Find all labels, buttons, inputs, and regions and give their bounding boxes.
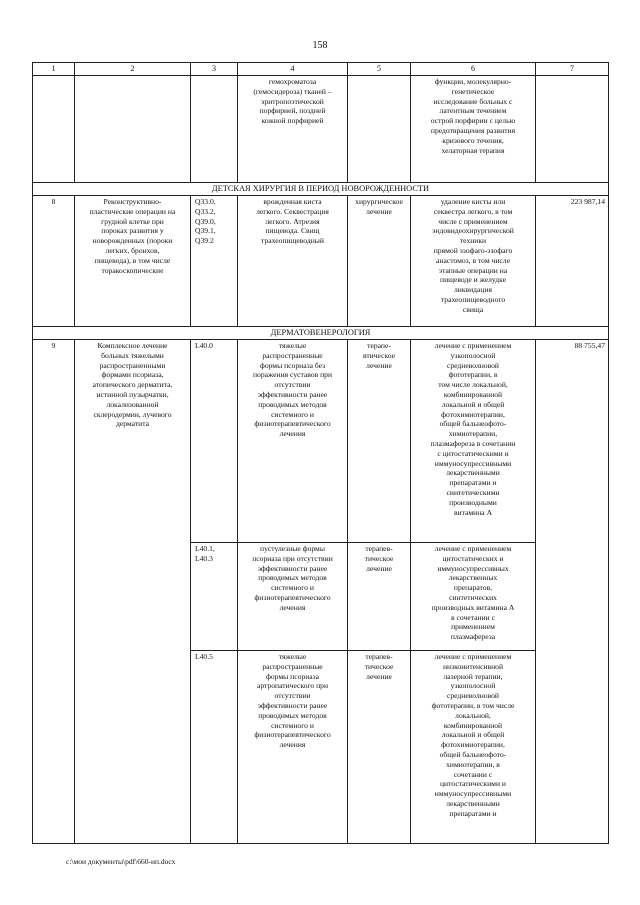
row-8-name: Реконструктивно- пластические операции на грудной клетке при пороках развития у новорожденных (пороки легких, бронхов, пищевода), в том числе торакоскопические bbox=[89, 197, 176, 275]
section-row-derm bbox=[33, 327, 609, 340]
section-row-pediatric bbox=[33, 183, 609, 196]
row-8-method: удаление кисты или секвестра легкого, в том числе с применением эндовидеохирургической техники прямой эзофаго-эзофаго анастомоз, в том числе этапные операции на пищеводе и желудке ликвидация трахеопищеводного свища bbox=[432, 197, 514, 314]
table-row-9-sub-1 bbox=[33, 340, 609, 543]
row-9-sub-2-method: лечение с применением цитостатических и иммуносупрессивных лекарственных препаратов, синтетических производных витамина А в сочетании с применением плазмафереза bbox=[431, 544, 515, 642]
document-path-footer: c:\мои документы\pdf\660-ип.docx bbox=[66, 857, 176, 866]
row-8-price: 223 987,14 bbox=[536, 196, 609, 327]
row-9-sub-3-method: лечение с применением низкоинтенсивной лазерной терапии, узкополосной средневолновой фототерапии, в том числе локальной, комбинированной локальной и общей фотохимиотерапии, общей бальнеофото- химиотерапии, в сочетании с цитостатическими и иммуносупрессивными лекарственными препаратами и bbox=[431, 652, 515, 818]
continuation-method: функции, молекулярно- генетическое исследование больных с латентным течением острой порфирии с целью предотвращения развития кризового течения, хелаторная терапия bbox=[430, 77, 516, 155]
row-9-sub-3-codes: L40.5 bbox=[195, 652, 213, 661]
services-table bbox=[32, 62, 609, 844]
header-col-2: 2 bbox=[75, 63, 191, 76]
header-col-1: 1 bbox=[33, 63, 75, 76]
row-9-price: 88 755,47 bbox=[536, 340, 609, 844]
row-9-sub-2-model: пустулезные формы псориаза при отсутствии эффективности ранее проводимых методов системного и физиотерапевтического лечения bbox=[252, 544, 333, 612]
row-9-sub-3-model: тяжелые распространенные формы псориаза артропатического при отсутствии эффективности ранее проводимых методов системного и физиотерапевтического лечения bbox=[254, 652, 331, 750]
page-number: 158 bbox=[312, 40, 328, 51]
row-8-type: хирургическое лечение bbox=[355, 197, 403, 216]
row-9-number: 9 bbox=[33, 340, 75, 844]
table-row-8 bbox=[33, 196, 609, 327]
header-col-3: 3 bbox=[191, 63, 238, 76]
row-8-number: 8 bbox=[33, 196, 75, 327]
table-row-continuation bbox=[33, 76, 609, 183]
continuation-model: гемохроматоза (гемосидероза) тканей – эритропоэтической порфирией, поздней кожной порфирией bbox=[253, 77, 332, 126]
header-col-5: 5 bbox=[348, 63, 411, 76]
row-9-sub-2-codes: L40.1, L40.3 bbox=[195, 544, 215, 563]
row-8-codes: Q33.0, Q33.2, Q39.0, Q39.1, Q39.2 bbox=[195, 197, 216, 246]
row-9-sub-1-type: терапе- втическое лечение bbox=[362, 341, 396, 370]
section-title-dermatovenereology: ДЕРМАТОВЕНЕРОЛОГИЯ bbox=[33, 327, 609, 340]
row-9-sub-1-codes: L40.0 bbox=[195, 341, 213, 350]
row-9-sub-1-method: лечение с применением узкополосной средневолновой фототерапии, в том числе локальной, комбинированной локальной и общей фотохимиотерапии, общей бальнеофото- химиотерапии, плазмафереза в сочетании с цитостатическими и иммуносупрессивными лекарственными препаратами и синтетическими производными витамина А bbox=[430, 341, 516, 517]
header-col-6: 6 bbox=[411, 63, 536, 76]
section-title-pediatric-surgery: ДЕТСКАЯ ХИРУРГИЯ В ПЕРИОД НОВОРОЖДЕННОСТИ bbox=[33, 183, 609, 196]
table-header-row bbox=[33, 63, 609, 76]
header-col-4: 4 bbox=[238, 63, 348, 76]
header-col-7: 7 bbox=[536, 63, 609, 76]
row-9-sub-1-model: тяжелые распространенные формы псориаза без поражения суставов при отсутствии эффективности ранее проводимых методов системного и физиотерапевтического лечения bbox=[252, 341, 333, 439]
row-8-model: врожденная киста легкого. Секвестрация легкого. Атрезия пищевода. Свищ трахеопищеводный bbox=[256, 197, 329, 246]
row-9-sub-2-type: терапев- тическое лечение bbox=[364, 544, 394, 573]
row-9-sub-3-type: терапев- тическое лечение bbox=[364, 652, 394, 681]
row-9-name: Комплексное лечение больных тяжелыми распространенными формами псориаза, атопического дерматита, истинной пузырчатки, локализованной склеродермии, лучевого дерматита bbox=[92, 341, 173, 429]
